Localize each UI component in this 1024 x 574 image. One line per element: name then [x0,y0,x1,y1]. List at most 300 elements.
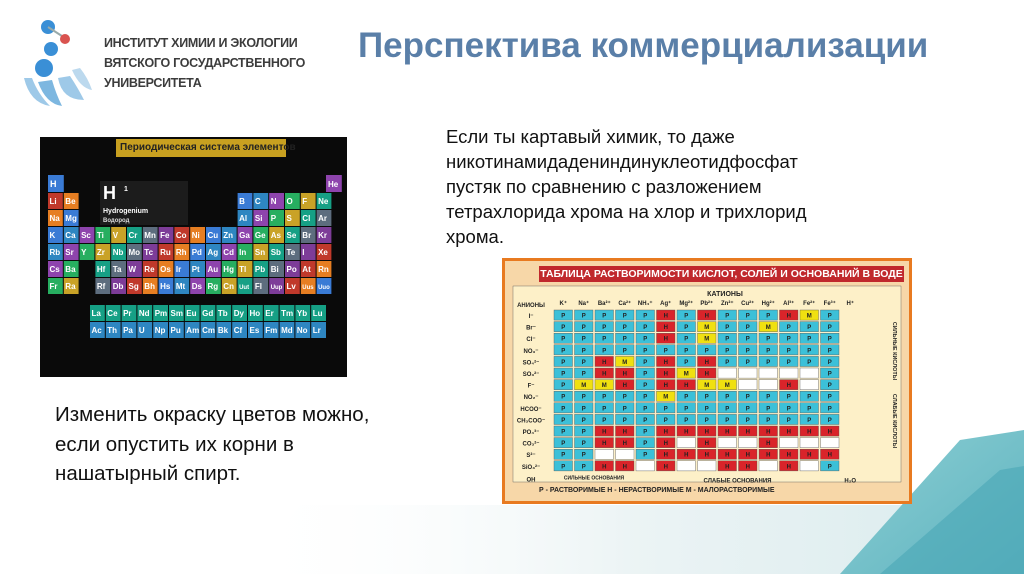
fact-text-right [446,124,886,249]
solubility-cell-letter: Р [561,383,566,390]
anion-label: Cl⁻ [526,337,536,344]
element-symbol: Th [107,326,118,335]
solubility-cell-letter: Н [786,313,791,320]
element-symbol: Ac [91,326,102,335]
solubility-cell-letter: Р [827,336,832,343]
periodic-table-heading: Периодическая система элементов [116,139,286,157]
solubility-cell-letter: Н [663,383,668,390]
solubility-cell-letter: Р [561,313,566,320]
solubility-cell [616,449,635,459]
solubility-cell-letter: М [724,383,730,390]
anion-label: HCOO⁻ [520,406,542,413]
solubility-cell-letter: Р [745,394,750,401]
cation-label: Cu²⁺ [741,301,755,307]
solubility-cell-letter: Р [622,406,627,413]
cation-label: Pb²⁺ [700,301,714,307]
solubility-cell-letter: Р [622,336,627,343]
fact-left-line: нашатырный спирт. [55,462,241,485]
solubility-cell-letter: Р [745,325,750,332]
solubility-cell [759,368,778,378]
element-symbol: Ga [239,231,250,240]
element-symbol: Nd [138,309,150,318]
solubility-cell-letter: Р [745,336,750,343]
anion-label: I⁻ [528,314,534,320]
solubility-cell-letter: Р [766,394,771,401]
solubility-cell-letter: Р [684,325,689,332]
element-symbol: U [138,326,145,335]
solubility-cell-letter: Н [622,371,627,378]
solubility-cell-letter: Р [725,325,730,332]
solubility-cell [677,438,696,448]
solubility-table-grid [505,261,909,501]
solubility-cell-letter: Р [622,348,627,355]
cation-label: Al³⁺ [783,301,795,307]
element-symbol: Ce [107,309,118,318]
solubility-cell [780,438,799,448]
element-symbol: Zr [96,248,105,257]
solubility-cell-letter: Р [684,313,689,320]
cation-label: Ba²⁺ [597,301,611,307]
element-symbol: Fm [265,326,278,335]
element-symbol: B [239,197,245,206]
periodic-table-image [40,137,347,377]
solubility-cell-letter: Н [704,452,709,459]
solubility-cell-letter: Р [561,452,566,459]
solubility-cell-letter: Р [766,336,771,343]
element-symbol: Xe [318,248,328,257]
solubility-table-heading: ТАБЛИЦА РАСТВОРИМОСТИ КИСЛОТ, СОЛЕЙ И ОСНОВАНИЙ В ВОДЕ [540,268,903,280]
element-symbol: Na [49,214,60,223]
solubility-cell [759,461,778,471]
element-symbol: Hs [160,282,171,291]
solubility-cell-letter: Р [581,325,586,332]
element-symbol: P [270,214,277,223]
element-symbol: Lv [286,282,296,291]
solubility-cell-letter: Н [725,452,730,459]
solubility-cell-letter: Р [704,406,709,413]
element-symbol: Te [286,248,296,257]
solubility-cell-letter: Р [827,383,832,390]
element-symbol: Ra [65,282,76,291]
solubility-cell-letter: Р [745,313,750,320]
element-symbol: In [239,248,247,257]
solubility-cell [595,449,614,459]
cation-label: Zn²⁺ [721,301,734,307]
element-symbol: Tc [144,248,154,257]
solubility-cell-letter: Н [602,371,607,378]
solubility-cell [698,461,717,471]
anion-label: F⁻ [527,383,535,390]
element-symbol: Cs [49,265,60,274]
element-symbol: Pm [154,309,168,318]
solubility-cell-letter: Р [643,452,648,459]
solubility-cell-letter: Р [643,336,648,343]
solubility-cell-letter: Н [663,336,668,343]
anion-label: SO₃²⁻ [522,372,540,378]
solubility-cell-letter: Р [561,336,566,343]
element-symbol: Er [265,309,274,318]
solubility-cell-letter: Р [766,359,771,366]
element-symbol: Hf [96,265,106,274]
solubility-cell-letter: Р [807,394,812,401]
element-symbol: Ni [191,231,200,240]
cation-label: H⁺ [846,301,854,307]
university-logo [20,18,92,110]
element-big-symbol: H [103,183,116,203]
fact-left-line: Изменить окраску цветов можно, [55,403,370,426]
solubility-cell-letter: Р [581,441,586,448]
element-symbol: Bk [217,326,229,335]
fact-right-line: никотинамидадениндинуклеотидфосфат [446,151,798,172]
element-symbol: Rh [175,248,187,257]
solubility-cell-letter: Р [643,394,648,401]
solubility-cell-letter: Р [725,394,730,401]
solubility-cell-letter: Р [684,348,689,355]
fact-left-line: если опустить их корни в [55,432,294,456]
element-symbol: O [286,197,293,206]
cation-label: Ag⁺ [660,301,672,307]
element-symbol: Br [302,231,312,240]
element-symbol: Os [160,265,171,274]
element-symbol: No [296,326,308,335]
solubility-cell-letter: Р [643,429,648,436]
solubility-cell-letter: Н [745,464,750,471]
solubility-cell [718,368,737,378]
solubility-cell-letter: Р [622,313,627,320]
solubility-cell-letter: Р [827,464,832,471]
element-symbol: Ti [96,231,104,240]
solubility-cell-letter: М [704,325,710,332]
solubility-cell-letter: Р [684,359,689,366]
solubility-cell-letter: Н [704,441,709,448]
solubility-cell-letter: Р [725,406,730,413]
element-symbol: Po [286,265,297,274]
solubility-cell [800,368,819,378]
solubility-cell-letter: Р [766,417,771,424]
solubility-cell-letter: Р [786,359,791,366]
solubility-cell-letter: Р [561,359,566,366]
institute-line-1: ИНСТИТУТ ХИМИИ И ЭКОЛОГИИ [104,36,298,50]
periodic-table-grid [40,137,347,377]
element-symbol: Ta [112,265,122,274]
solubility-cell-letter: Р [581,429,586,436]
element-symbol: Cr [128,231,138,240]
element-symbol: Y [81,248,87,257]
strong-acids-label: СИЛЬНЫЕ КИСЛОТЫ [891,321,897,381]
solubility-cell-letter: Н [602,359,607,366]
element-symbol: Zn [223,231,234,240]
element-symbol: Tb [217,309,228,318]
element-symbol: F [302,197,308,206]
fact-right-line: Если ты картавый химик, то даже [446,126,735,147]
element-symbol: Fr [49,282,58,291]
element-symbol: Yb [296,309,308,318]
solubility-cell-letter: Р [786,417,791,424]
solubility-cell-letter: Р [643,441,648,448]
element-symbol: Tm [281,309,294,318]
element-symbol: Mo [128,248,141,257]
element-symbol: Gd [202,309,214,318]
element-symbol: W [128,265,137,274]
solubility-cell-letter: Р [561,348,566,355]
element-symbol: Ir [175,265,182,274]
solubility-cell-letter: Р [602,313,607,320]
element-symbol: S [286,214,292,223]
element-symbol: Al [239,214,248,223]
solubility-cell-letter: Н [766,452,771,459]
cation-label: Fe³⁺ [823,301,836,307]
solubility-cell-letter: Р [704,417,709,424]
element-symbol: K [49,231,56,240]
solubility-cell-letter: Р [561,371,566,378]
element-symbol: Mt [175,282,186,291]
solubility-cell-letter: Н [663,371,668,378]
element-symbol: Pd [191,248,202,257]
solubility-cell-letter: Н [602,464,607,471]
element-symbol: Sb [270,248,281,257]
element-symbol: Re [144,265,155,274]
institute-line-2: ВЯТСКОГО ГОСУДАРСТВЕННОГО [104,56,306,70]
element-symbol: Be [65,197,76,206]
anion-label: OH [526,477,536,484]
solubility-cell-letter: Н [827,452,832,459]
fact-text-left [55,400,455,489]
element-symbol: Tl [239,265,247,274]
solubility-cell-letter: Р [745,417,750,424]
solubility-cell-letter: М [704,336,710,343]
element-symbol: Cl [302,214,311,223]
solubility-cell-letter: Н [622,464,627,471]
element-symbol: N [270,197,277,206]
solubility-cell-letter: Н [725,429,730,436]
element-name-en: Hydrogenium [103,208,149,215]
solubility-cell-letter: Р [663,417,668,424]
element-symbol: Db [112,282,124,291]
solubility-cell-letter: Р [602,406,607,413]
solubility-cell-letter: Р [807,359,812,366]
institute-name [104,33,334,93]
element-symbol: Co [175,231,187,240]
element-symbol: Ru [160,248,171,257]
solubility-cell-letter: Р [807,336,812,343]
anion-label: S²⁻ [526,453,536,460]
solubility-cell-letter: Р [786,348,791,355]
solubility-cell-letter: Р [827,348,832,355]
anion-label: SO₄²⁻ [522,360,540,367]
solubility-cell-letter: Р [622,417,627,424]
solubility-cell-letter: Р [704,394,709,401]
element-symbol: Rf [96,282,106,291]
solubility-cell-letter: Н [725,464,730,471]
element-symbol: Rg [207,282,219,291]
solubility-cell-letter: Р [581,348,586,355]
solubility-cell-letter: Р [684,394,689,401]
element-symbol: Pb [254,265,266,274]
cation-label: Hg²⁺ [761,301,775,307]
cation-label: Fe²⁺ [803,301,816,307]
solubility-cell-letter: Р [827,325,832,332]
solubility-cell-letter: М [601,383,607,390]
element-symbol: Pa [123,326,133,335]
institute-line-3: УНИВЕРСИТЕТА [104,76,202,90]
solubility-cell-letter: Н [704,313,709,320]
element-symbol: Uuo [318,285,330,291]
element-symbol: I [302,248,305,257]
anion-label: Br⁻ [526,325,536,332]
solubility-cell-letter: Р [643,348,648,355]
solubility-cell-letter: Н [663,452,668,459]
anion-label: CO₃²⁻ [522,441,540,448]
solubility-cell-letter: Р [581,406,586,413]
element-symbol: Sm [170,309,183,318]
element-symbol: Hg [223,265,234,274]
solubility-cell-letter: Р [745,406,750,413]
element-symbol: As [270,231,281,240]
cations-label: КАТИОНЫ [707,291,743,298]
solubility-cell-letter: Р [602,394,607,401]
solubility-cell-letter: Р [602,417,607,424]
solubility-cell-letter: Н [602,429,607,436]
solubility-cell-letter: Р [581,336,586,343]
solubility-cell-letter: Н [786,464,791,471]
element-symbol: Pu [170,326,181,335]
solubility-cell-letter: Р [643,383,648,390]
solubility-cell-letter: Р [643,371,648,378]
element-symbol: Nb [112,248,124,257]
solubility-cell-letter: Р [704,348,709,355]
solubility-cell-letter: Р [622,325,627,332]
element-symbol: Ds [191,282,202,291]
element-symbol: Rn [318,265,329,274]
solubility-cell-letter: Р [663,348,668,355]
solubility-cell [739,368,758,378]
element-symbol: Ag [207,248,219,257]
solubility-cell-letter: Н [745,429,750,436]
solubility-cell-letter: Р [561,464,566,471]
solubility-cell [739,380,758,390]
solubility-cell-letter: Р [745,348,750,355]
element-symbol: Am [186,326,200,335]
cation-label: Ca²⁺ [618,301,632,307]
element-symbol: Ho [249,309,261,318]
solubility-cell-letter: М [663,394,669,401]
element-symbol: Cn [223,282,234,291]
solubility-cell-letter: Р [663,406,668,413]
element-symbol: Np [154,326,166,335]
solubility-cell-letter: Р [827,406,832,413]
solubility-cell [677,461,696,471]
solubility-cell-letter: Р [602,348,607,355]
strong-bases-label: СИЛЬНЫЕ ОСНОВАНИЯ [563,475,625,482]
solubility-cell-letter: Р [766,313,771,320]
anion-label: PO₄³⁻ [522,430,540,436]
element-symbol: Uus [302,285,314,291]
solubility-cell-letter: Р [766,406,771,413]
solubility-cell-letter: Н [602,441,607,448]
solubility-cell-letter: Р [622,394,627,401]
element-symbol: Lu [312,309,323,318]
solubility-cell-letter: Н [827,429,832,436]
solubility-cell [800,461,819,471]
solubility-cell-letter: Н [684,383,689,390]
solubility-cell-letter: Р [581,464,586,471]
solubility-cell-letter: Р [581,417,586,424]
solubility-cell-letter: Р [725,313,730,320]
element-symbol: Ba [65,265,76,274]
element-symbol: Eu [186,309,197,318]
solubility-cell-letter: Н [663,313,668,320]
anion-label: SiO₃²⁻ [521,464,541,471]
solubility-cell-letter: Н [745,452,750,459]
cation-label: K⁺ [559,301,567,307]
solubility-cell-letter: Н [663,429,668,436]
cation-label: Na⁺ [578,301,590,307]
solubility-cell-letter: Н [704,429,709,436]
solubility-cell-letter: Р [745,359,750,366]
element-symbol: Uut [239,285,250,291]
element-name-ru: Водород [103,218,130,224]
solubility-cell-letter: Р [643,313,648,320]
element-symbol: Fl [254,282,263,291]
solubility-cell-letter: Н [786,429,791,436]
solubility-legend: Р - РАСТВОРИМЫЕ Н - НЕРАСТВОРИМЫЕ М - МАЛОРАСТВОРИМЫЕ [539,487,775,494]
solubility-cell-letter: Р [643,406,648,413]
solubility-cell-letter: Р [827,313,832,320]
solubility-cell-letter: Р [786,394,791,401]
solubility-cell [739,438,758,448]
solubility-cell-letter: Р [643,417,648,424]
solubility-cell-letter: Р [581,359,586,366]
element-symbol: Pr [123,309,132,318]
element-symbol: Ca [65,231,76,240]
solubility-cell-letter: М [581,383,587,390]
solubility-cell-letter: Р [725,417,730,424]
element-number: 1 [124,186,128,193]
anion-label: CH₃COO⁻ [516,418,546,425]
solubility-cell-letter: Н [684,429,689,436]
solubility-cell-letter: Н [704,359,709,366]
element-symbol: La [91,309,101,318]
solubility-cell-letter: Р [581,371,586,378]
solubility-cell-letter: Р [807,325,812,332]
solubility-cell-letter: Р [561,429,566,436]
solubility-cell-letter: Р [602,336,607,343]
solubility-cell-letter: Р [786,325,791,332]
weak-acids-label: СЛАБЫЕ КИСЛОТЫ [891,393,897,449]
solubility-cell-letter: Р [725,348,730,355]
solubility-cell-letter: Р [807,417,812,424]
solubility-cell-letter: М [806,313,812,320]
solubility-cell-letter: Н [663,464,668,471]
solubility-cell-letter: Р [827,371,832,378]
solubility-cell-letter: Р [561,406,566,413]
solubility-cell-letter: Н [766,441,771,448]
solubility-cell [636,461,655,471]
solubility-cell-letter: Р [581,313,586,320]
element-symbol: Cf [233,326,243,335]
element-symbol: Sr [65,248,74,257]
element-symbol: Se [286,231,297,240]
solubility-cell-letter: Н [807,429,812,436]
solubility-cell-letter: Р [561,325,566,332]
element-symbol: Sg [128,282,139,291]
cation-label: NH₄⁺ [637,301,653,307]
solubility-cell-letter: Р [602,325,607,332]
element-symbol: Li [49,197,57,206]
solubility-cell-letter: Н [704,371,709,378]
element-symbol: Bh [144,282,155,291]
element-symbol: Bi [270,265,279,274]
